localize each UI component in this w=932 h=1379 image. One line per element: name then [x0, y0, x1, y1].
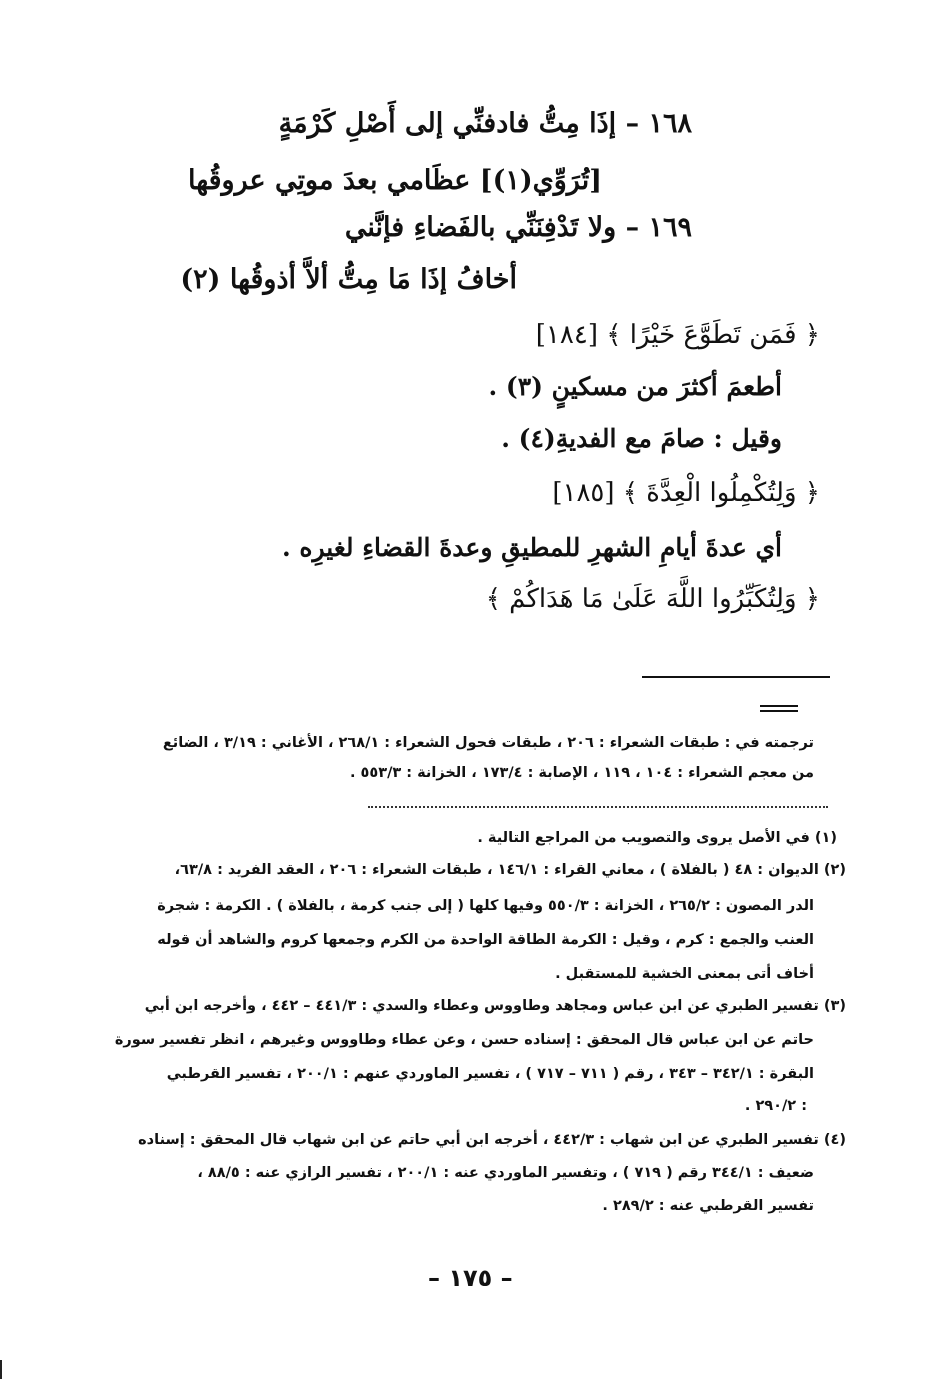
footnote-2-line: الدر المصون : ٢٦٥/٢ ، الخزانة : ٥٥٠/٣ وفيها كلها ( إلى جنب كرمة ، بالفلاة ) . الكرمة : شجرة [157, 898, 814, 914]
footnote-3-line: حاتم عن ابن عباس قال المحقق : إسناده حسن ، وعن عطاء وطاووس وغيرهم ، انظر تفسير سورة [114, 1032, 814, 1048]
verse-168-first-hemistich: ١٦٨ – إذَا مِتُّ فادفنِّي إلى أَصْلِ كَرْمَةٍ [278, 108, 692, 139]
commentary-line: وقيل : صامَ مع الفديةِ(٤) . [501, 424, 782, 453]
footnote-2-line: العنب والجمع : كرم ، وقيل : الكرمة الطاقة الواحدة من الكرم وجمعها كروم والشاهد أن قوله [157, 932, 814, 948]
footnote-3-line: البقرة : ٣٤٢/١ – ٣٤٣ ، رقم ( ٧١١ – ٧١٧ ) ، تفسير الماوردي عنهم : ٢٠٠/١ ، تفسير القرطبي [166, 1066, 814, 1082]
footnote-3-line: : ٢٩٠/٢ . [744, 1098, 807, 1114]
quran-ayah-185-continued: ﴿ وَلِتُكَبِّرُوا اللَّهَ عَلَىٰ مَا هَدَاكُمْ ﴾ [485, 584, 820, 614]
scan-edge-mark [0, 1360, 2, 1379]
footnote-3-line: (٣) تفسير الطبري عن ابن عباس ومجاهد وطاووس وعطاء والسدي : ٤٤١/٣ – ٤٤٢ ، وأخرجه ابن أبي [144, 998, 846, 1014]
quran-ayah-184: ﴿ فَمَن تَطَوَّعَ خَيْرًا ﴾ [١٨٤] [535, 320, 820, 350]
footnote-4-line: ضعيف : ٣٤٤/١ رقم ( ٧١٩ ) ، وتفسير الماوردي عنه : ٢٠٠/١ ، تفسير الرازي عنه : ٨٨/٥ ، [197, 1165, 814, 1181]
commentary-line: أي عدةَ أيامِ الشهرِ للمطيقِ وعدةَ القضاءِ لغيرِه . [282, 533, 782, 562]
verse-169-first-hemistich: ١٦٩ – ولا تَدْفِنَنِّي بالفَضاءِ فإنَّني [344, 212, 692, 243]
footnote-4-line: (٤) تفسير الطبري عن ابن شهاب : ٤٤٢/٣ ، أخرجه ابن أبي حاتم عن ابن شهاب قال المحقق : إسناده [138, 1132, 846, 1148]
verse-169-second-hemistich: أخافُ إذَا مَا مِتُّ ألاَّ أذوقُها (٢) [180, 264, 517, 295]
footnote-separator-rule [642, 676, 830, 678]
footnote-4-line: تفسير القرطبي عنه : ٢٨٩/٢ . [602, 1198, 814, 1214]
commentary-line: أطعمَ أكثرَ من مسكينٍ (٣) . [488, 372, 782, 401]
page-number: – ١٧٥ – [428, 1264, 513, 1292]
biography-note-line: من معجم الشعراء : ١٠٤ ، ١١٩ ، الإصابة : ١٧٣/٤ ، الخزانة : ٥٥٣/٣ . [349, 765, 814, 781]
biography-note-line: ترجمته في : طبقات الشعراء : ٢٠٦ ، طبقات فحول الشعراء : ٢٦٨/١ ، الأغاني : ٣/١٩ ، الضائع [162, 735, 814, 751]
footnote-2-line: (٢) الديوان : ٤٨ ( بالفلاة ) ، معاني القراء : ١٤٦/١ ، طبقات الشعراء : ٢٠٦ ، العقد الفريد : ٦٣/٨، [174, 862, 846, 878]
quran-ayah-185: ﴿ وَلِتُكْمِلُوا الْعِدَّةَ ﴾ [١٨٥] [552, 478, 820, 508]
verse-168-second-hemistich: [تُرَوِّي(١)] عظَامي بعدَ موتِي عروقُها [187, 165, 602, 196]
footnote-2-line: أخاف أتى بمعنى الخشية للمستقبل . [555, 966, 814, 982]
footnote-dotted-separator [368, 806, 828, 808]
footnote-1: (١) في الأصل يروى والتصويب من المراجع التالية . [477, 830, 837, 846]
biography-marker-rule [760, 705, 798, 712]
